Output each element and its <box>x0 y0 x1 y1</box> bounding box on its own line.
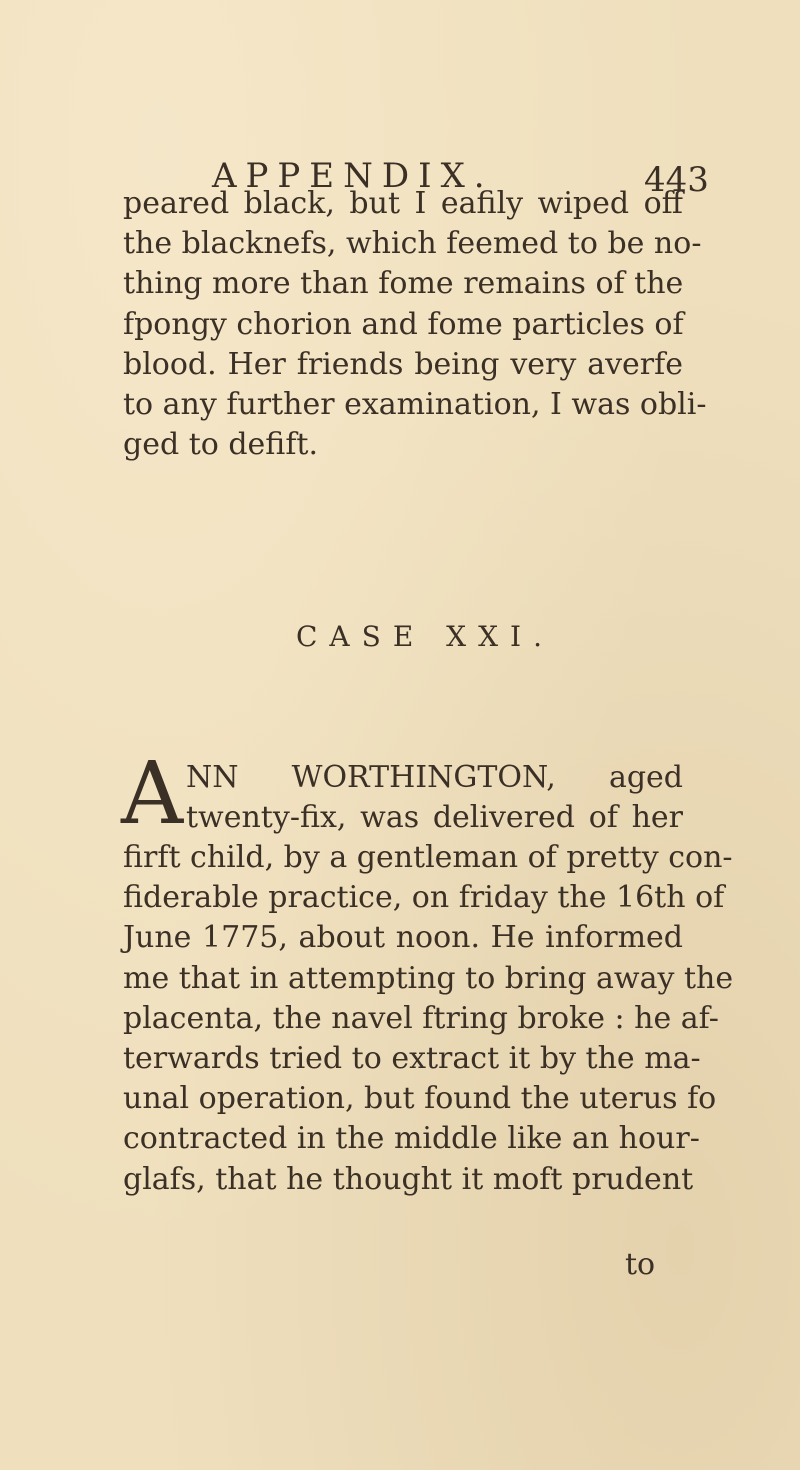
text-line: fiderable practice, on friday the 16th of <box>123 880 725 916</box>
catchword: to <box>625 1247 656 1282</box>
text-line: NN WORTHINGTON, aged <box>186 760 683 795</box>
text-line: twenty-fix, was delivered of her <box>186 800 683 836</box>
text-line: placenta, the navel ftring broke : he af- <box>123 1000 719 1036</box>
text-line: to any further examination, I was obli- <box>123 386 707 422</box>
case-paragraph <box>123 838 734 1200</box>
case-opening <box>121 744 683 844</box>
text-line: June 1775, about noon. He informed <box>123 920 683 956</box>
text-line: fpongy chorion and fome particles of <box>123 306 684 342</box>
drop-cap: A <box>121 744 184 844</box>
case-heading: CASE XXI. <box>296 620 554 653</box>
text-line: terwards tried to extract it by the ma- <box>123 1040 701 1076</box>
text-line: peared black, but I eafily wiped off <box>123 186 683 221</box>
text-line: firft child, by a gentleman of pretty con- <box>123 840 733 875</box>
text-line: unal operation, but found the uterus fo <box>123 1081 717 1117</box>
header-title: APPENDIX. <box>212 156 494 196</box>
page-number: 443 <box>644 160 709 200</box>
text-line: contracted in the middle like an hour- <box>123 1121 700 1157</box>
text-line: glafs, that he thought it moft prudent <box>123 1161 694 1197</box>
text-line: me that in attempting to bring away the <box>123 960 734 996</box>
text-line: thing more than fome remains of the <box>123 266 684 302</box>
text-line: the blacknefs, which feemed to be no- <box>123 226 702 262</box>
text-line: ged to defift. <box>123 427 319 463</box>
continued-paragraph <box>123 184 707 465</box>
text-line: blood. Her friends being very averfe <box>123 346 683 382</box>
